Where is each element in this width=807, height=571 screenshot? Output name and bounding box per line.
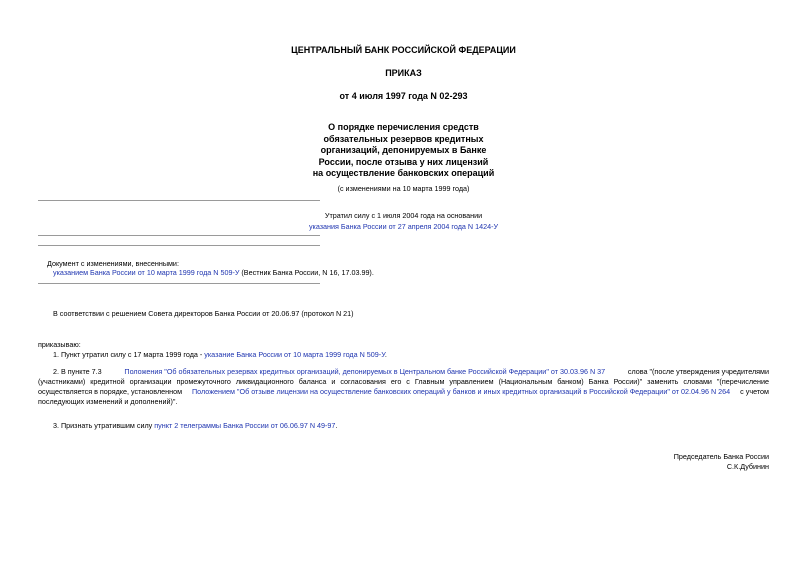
signature-name: С.К.Дубинин [726, 462, 769, 471]
item-1-end: . [384, 350, 387, 359]
item-2-text-3a: осуществляется в порядке, установленном [38, 387, 183, 396]
amendments-note: (с изменениями на 10 марта 1999 года) [337, 184, 470, 193]
item-2-line-4: последующих изменений и дополнений)". [38, 397, 178, 406]
item-2-link-2[interactable]: Положением "Об отзыве лицензии на осуществление банковских операций у банков и иных кредитных организаций в Российской Федерации" от 02.04.96 N 264 [192, 387, 731, 396]
title-line: О порядке перечисления средств [328, 122, 479, 132]
item-2-link-1[interactable]: Положения "Об обязательных резервах кредитных организаций, депонируемых в Центральном банке Российской Федерации" от 30.03.96 N 37 [124, 367, 606, 376]
item-1-link[interactable]: указание Банка России от 10 марта 1999 года N 509-У [204, 350, 385, 359]
title-line: организаций, депонируемых в Банке [320, 145, 487, 155]
expired-note: Утратил силу с 1 июля 2004 года на основании [324, 211, 483, 220]
item-2 [38, 367, 769, 407]
item-3-end: . [335, 421, 338, 430]
item-1 [53, 350, 387, 360]
title-line: России, после отзыва у них лицензий [318, 156, 489, 167]
doc-changes-line [53, 268, 374, 278]
divider-rule [38, 235, 320, 236]
item-2-line-3 [38, 387, 769, 397]
doc-date-number: от 4 июля 1997 года N 02-293 [339, 91, 468, 101]
doc-type: ПРИКАЗ [385, 68, 422, 78]
item-2-text-1: слова "(после утверждения учредителями [627, 367, 769, 376]
signature-block [674, 452, 769, 472]
divider-rule [38, 245, 320, 246]
divider-rule [38, 200, 320, 201]
doc-changes-label: Документ с изменениями, внесенными: [47, 259, 179, 268]
title-line: обязательных резервов кредитных [323, 133, 484, 144]
signature-position: Председатель Банка России [673, 452, 769, 461]
item-2-text-3b: с учетом [740, 387, 769, 396]
document-title [0, 122, 807, 180]
item-2-prefix: 2. В пункте 7.3 [53, 367, 102, 376]
item-1-text: 1. Пункт утратил силу с 17 марта 1999 года - [53, 350, 205, 359]
item-2-line-2: (участниками) кредитной организации промежуточного ликвидационного баланса и согласования его с Главным управлением (Национальным банком) Банка России)" заменить словами "(перечисление [38, 377, 769, 386]
doc-changes-link[interactable]: указанием Банка России от 10 марта 1999 года N 509-У [53, 268, 240, 277]
expired-link[interactable]: указания Банка России от 27 апреля 2004 года N 1424-У [308, 222, 499, 231]
title-line: на осуществление банковских операций [312, 168, 495, 178]
basis-paragraph: В соответствии с решением Совета директоров Банка России от 20.06.97 (протокол N 21) [53, 309, 354, 318]
item-3 [53, 421, 337, 431]
divider-rule [38, 283, 320, 284]
order-word: приказываю: [38, 340, 81, 349]
item-3-link[interactable]: пункт 2 телеграммы Банка России от 06.06.97 N 49-97 [154, 421, 336, 430]
item-3-text: 3. Признать утратившим силу [53, 421, 155, 430]
org-name: ЦЕНТРАЛЬНЫЙ БАНК РОССИЙСКОЙ ФЕДЕРАЦИИ [291, 45, 516, 55]
item-2-line-1 [38, 367, 769, 377]
doc-changes-suffix: (Вестник Банка России, N 16, 17.03.99). [239, 268, 374, 277]
